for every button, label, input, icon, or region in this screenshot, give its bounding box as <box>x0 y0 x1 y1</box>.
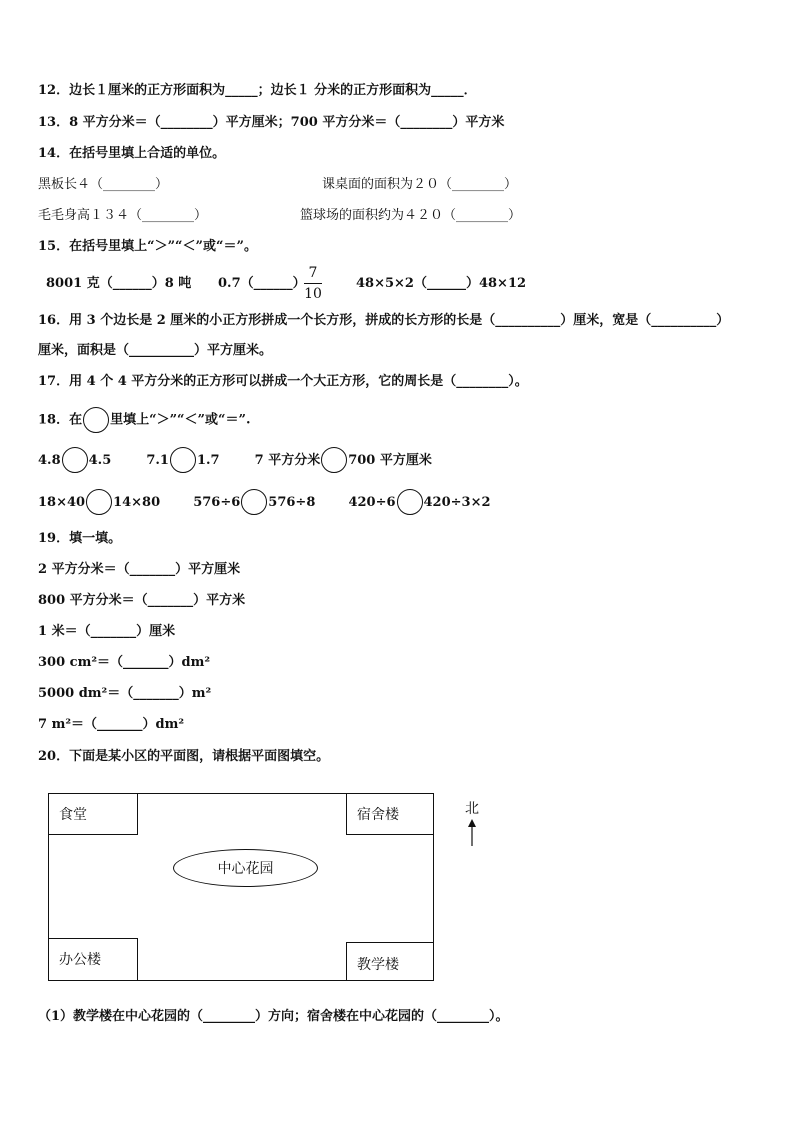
q18-title-pre: 18．在 <box>38 412 83 428</box>
room-office <box>48 938 138 981</box>
q15-item-b: 0.7（______） <box>218 276 306 291</box>
expr-left: 7 平方分米 <box>254 452 321 468</box>
room-canteen <box>48 793 138 835</box>
fraction-numerator: 7 <box>308 265 318 281</box>
expr-left: 576÷6 <box>193 494 241 510</box>
q19-title: 19．填一填。 <box>38 531 122 546</box>
expr-right: 700 平方厘米 <box>348 452 432 468</box>
q18-r1-a <box>38 453 111 468</box>
q18-r1-c <box>255 453 432 468</box>
expr-right: 576÷8 <box>268 494 316 510</box>
q19-item: 5000 dm²＝（_______）m² <box>38 686 212 701</box>
q16-line1: 16．用 3 个边长是 2 厘米的小正方形拼成一个长方形，拼成的长方形的长是（__________）厘米，宽是（__________） <box>38 313 730 328</box>
garden-label: 中心花园 <box>217 861 274 877</box>
compare-circle[interactable] <box>397 489 423 515</box>
expr-left: 4.8 <box>38 452 61 468</box>
q18-title-post: 里填上“＞”“＜”或“＝”. <box>110 412 251 428</box>
room-dorm <box>346 793 434 835</box>
room-label: 办公楼 <box>59 952 101 968</box>
q16-line2: 厘米，面积是（__________）平方厘米。 <box>38 343 273 358</box>
expr-left: 7.1 <box>146 452 169 468</box>
q18-row2 <box>38 489 491 516</box>
q18-r2-c <box>348 495 490 510</box>
q15-item-a: 8001 克（______）8 吨 <box>46 276 192 291</box>
expr-left: 18×40 <box>38 494 86 510</box>
q18-r1-b <box>146 453 219 468</box>
q18-r2-b <box>193 495 315 510</box>
expr-right: 4.5 <box>88 452 112 468</box>
expr-right: 420÷3×2 <box>423 494 491 510</box>
room-label: 食堂 <box>59 807 87 823</box>
central-garden <box>173 849 318 887</box>
compare-circle[interactable] <box>86 489 112 515</box>
q12: 12．边长１厘米的正方形面积为_____；边长１ 分米的正方形面积为_____． <box>38 83 477 98</box>
room-teaching <box>346 942 434 981</box>
compare-circle[interactable] <box>321 447 347 473</box>
q15-item-c: 48×5×2（______）48×12 <box>356 276 527 291</box>
q13: 13．8 平方分米＝（________）平方厘米；700 平方分米＝（________）平方米 <box>38 115 505 130</box>
fraction-denominator: 10 <box>304 286 322 302</box>
expr-right: 1.7 <box>196 452 220 468</box>
circle-blank-icon <box>83 407 109 433</box>
q18-row1 <box>38 447 432 474</box>
q20-title: 20．下面是某小区的平面图，请根据平面图填空。 <box>38 749 330 764</box>
q19-item: 1 米＝（_______）厘米 <box>38 624 176 639</box>
q15-title: 15．在括号里填上“＞”“＜”或“＝”。 <box>38 239 257 254</box>
compare-circle[interactable] <box>241 489 267 515</box>
expr-right: 14×80 <box>113 494 161 510</box>
north-arrow <box>464 800 484 848</box>
north-arrow-icon <box>464 818 484 848</box>
q14-item-a: 黑板长４（________） <box>38 177 169 192</box>
q20-sub1: （1）教学楼在中心花园的（________）方向；宿舍楼在中心花园的（________）。 <box>38 1009 509 1024</box>
compare-circle[interactable] <box>62 447 88 473</box>
q19-item: 800 平方分米＝（_______）平方米 <box>38 593 246 608</box>
room-label: 宿舍楼 <box>357 807 399 823</box>
north-label: 北 <box>465 801 479 817</box>
q18-r2-a <box>38 495 160 510</box>
q17: 17．用 4 个 4 平方分米的正方形可以拼成一个大正方形，它的周长是（________）。 <box>38 374 528 389</box>
q19-item: 2 平方分米＝（_______）平方厘米 <box>38 562 241 577</box>
q14-item-b: 课桌面的面积为２０（________） <box>322 177 518 192</box>
room-label: 教学楼 <box>357 957 399 973</box>
q14-title: 14．在括号里填上合适的单位。 <box>38 146 226 161</box>
expr-left: 420÷6 <box>348 494 396 510</box>
q19-item: 7 m²＝（_______）dm² <box>38 717 185 732</box>
q14-item-c: 毛毛身高１３４（________） <box>38 208 208 223</box>
q15-fraction <box>304 264 322 303</box>
q14-item-d: 篮球场的面积约为４２０（________） <box>300 208 522 223</box>
q18-title <box>38 407 251 434</box>
fraction-bar <box>304 283 322 284</box>
compare-circle[interactable] <box>170 447 196 473</box>
q19-item: 300 cm²＝（_______）dm² <box>38 655 211 670</box>
